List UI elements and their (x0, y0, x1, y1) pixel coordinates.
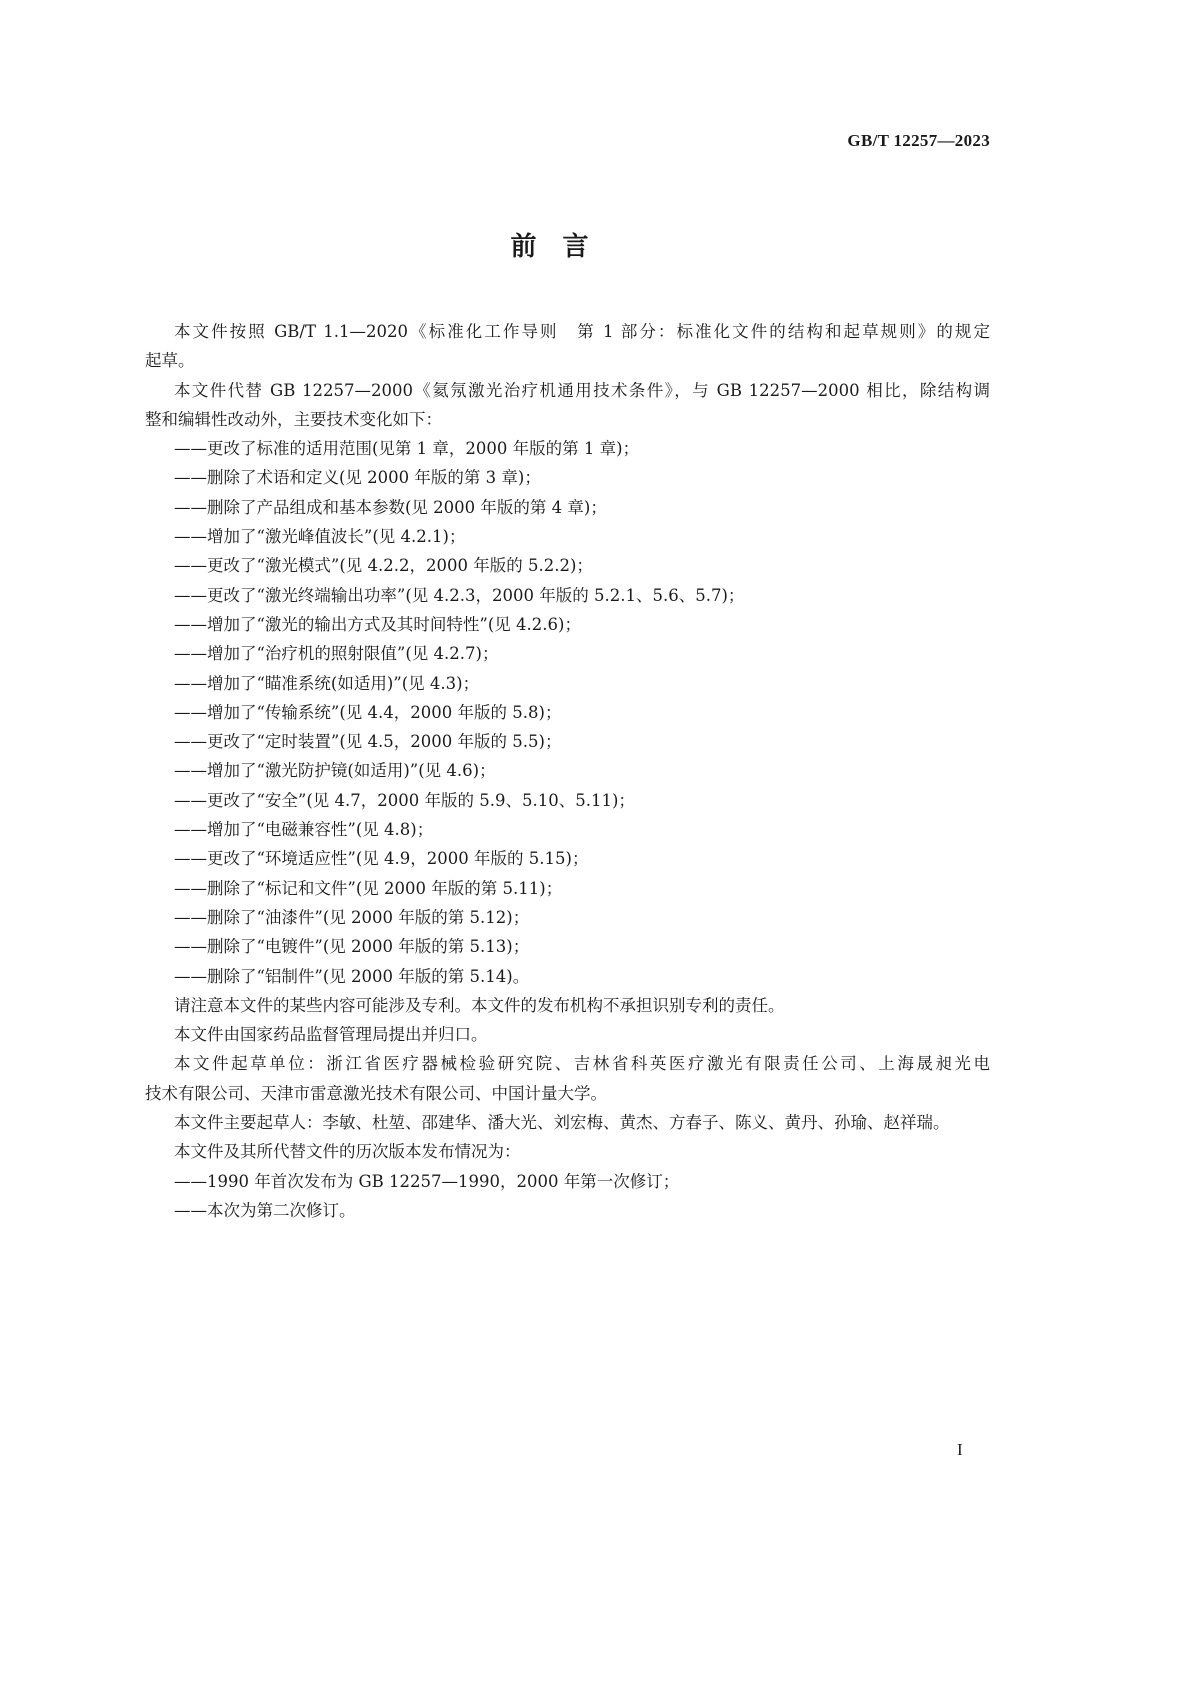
text-line: 本文件起草单位：浙江省医疗器械检验研究院、吉林省科英医疗激光有限责任公司、上海晟昶光电 (174, 1054, 990, 1074)
history-item: ——本次为第二次修订。 (174, 1200, 356, 1220)
history-intro: 本文件及其所代替文件的历次版本发布情况为： (174, 1142, 521, 1162)
change-item: ——删除了“油漆件”(见 2000 年版的第 5.12)； (174, 907, 530, 927)
change-item: ——更改了“环境适应性”(见 4.9，2000 年版的 5.15)； (174, 849, 589, 869)
change-item: ——更改了“激光模式”(见 4.2.2，2000 年版的 5.2.2)； (174, 556, 593, 576)
page-number: I (957, 1440, 963, 1459)
text-line: 起草。 (145, 351, 195, 371)
change-item: ——删除了术语和定义(见 2000 年版的第 3 章)； (174, 468, 541, 488)
patent-notice: 请注意本文件的某些内容可能涉及专利。本文件的发布机构不承担识别专利的责任。 (174, 995, 785, 1015)
drafting-units (145, 1049, 990, 1108)
change-item: ——更改了“激光终端输出功率”(见 4.2.3，2000 年版的 5.2.1、5.6、5.7)； (174, 585, 745, 605)
text-line: 本文件代替 GB 12257—2000《氦氖激光治疗机通用技术条件》，与 GB 12257—2000 相比，除结构调 (174, 380, 990, 400)
drafters: 本文件主要起草人：李敏、杜堃、邵建华、潘大光、刘宏梅、黄杰、方春子、陈义、黄丹、孙瑜、赵祥瑞。 (174, 1113, 950, 1133)
change-item: ——删除了产品组成和基本参数(见 2000 年版的第 4 章)； (174, 497, 607, 517)
change-item: ——增加了“激光的输出方式及其时间特性”(见 4.2.6)； (174, 614, 581, 634)
change-item: ——更改了“定时装置”(见 4.5，2000 年版的 5.5)； (174, 732, 562, 752)
change-item: ——删除了“铝制件”(见 2000 年版的第 5.14)。 (174, 966, 530, 986)
change-item: ——增加了“激光峰值波长”(见 4.2.1)； (174, 527, 466, 547)
change-item: ——更改了“安全”(见 4.7，2000 年版的 5.9、5.10、5.11)； (174, 790, 635, 810)
change-item: ——删除了“电镀件”(见 2000 年版的第 5.13)； (174, 937, 530, 957)
text-line: 技术有限公司、天津市雷意激光技术有限公司、中国计量大学。 (145, 1083, 607, 1103)
page-title: 前言 (510, 232, 615, 262)
change-item: ——增加了“激光防护镜(如适用)”(见 4.6)； (174, 761, 496, 781)
standard-number-header: GB/T 12257—2023 (847, 131, 990, 150)
paragraph-basis (145, 317, 990, 376)
change-item: ——增加了“瞄准系统(如适用)”(见 4.3)； (174, 673, 480, 693)
history-item: ——1990 年首次发布为 GB 12257—1990，2000 年第一次修订； (174, 1171, 680, 1191)
paragraph-replacement (145, 376, 990, 435)
change-item: ——增加了“电磁兼容性”(见 4.8)； (174, 820, 434, 840)
text-line: 整和编辑性改动外，主要技术变化如下： (145, 409, 442, 429)
changes-list (145, 434, 990, 991)
proposer-statement: 本文件由国家药品监督管理局提出并归口。 (174, 1025, 488, 1045)
change-item: ——增加了“传输系统”(见 4.4，2000 年版的 5.8)； (174, 702, 562, 722)
text-line: 本文件按照 GB/T 1.1—2020《标准化工作导则 第 1 部分：标准化文件的结构和起草规则》的规定 (174, 322, 990, 341)
change-item: ——更改了标准的适用范围(见第 1 章，2000 年版的第 1 章)； (174, 439, 640, 459)
change-item: ——增加了“治疗机的照射限值”(见 4.2.7)； (174, 644, 499, 664)
foreword-body (145, 317, 990, 1225)
change-item: ——删除了“标记和文件”(见 2000 年版的第 5.11)； (174, 878, 563, 898)
